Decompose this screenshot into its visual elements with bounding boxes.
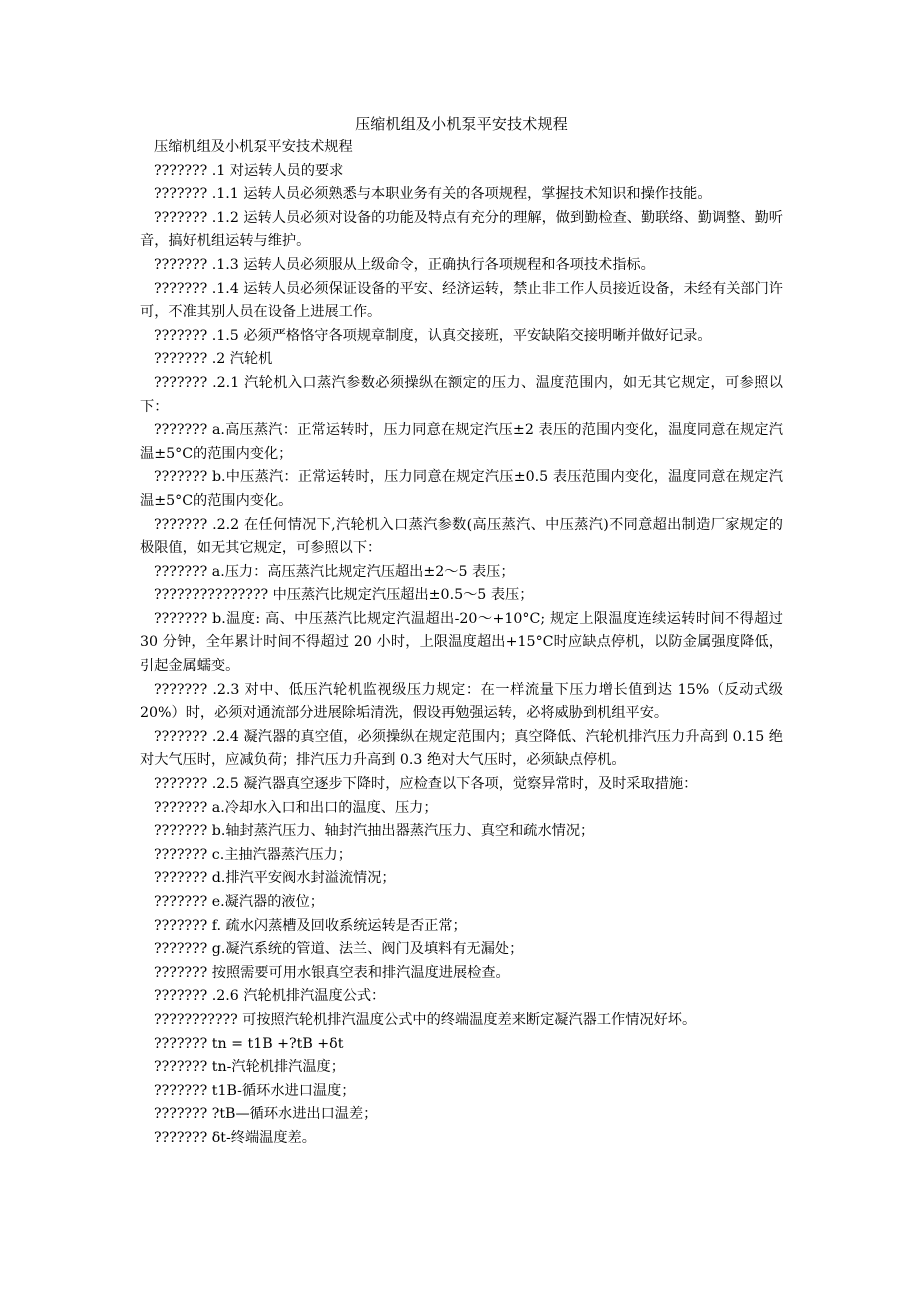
document-body [140,136,783,1151]
document-paragraph: ??????? c.主抽汽器蒸汽压力； [154,846,352,863]
document-title: 压缩机组及小机泵平安技术规程 [355,115,568,133]
document-paragraph: ??????? b.中压蒸汽：正常运转时，压力同意在规定汽压±0.5 表压范围内变化，温度同意在规定汽温±5°C的范围内变化。 [140,469,783,509]
document-paragraph: ??????? 按照需要可用水银真空表和排汽温度进展检查。 [154,964,510,981]
document-paragraph: ??????? .1.5 必须严格恪守各项规章制度，认真交接班，平安缺陷交接明晰并做好记录。 [154,327,712,344]
document-paragraph: ??????? tn-汽轮机排汽温度； [154,1059,345,1076]
document-paragraph: ??????? .2.4 凝汽器的真空值，必须操纵在规定范围内；真空降低、汽轮机排汽压力升高到 0.15 绝对大气压时，应减负荷；排汽压力升高到 0.3 绝对大气压时，必须缺点停机。 [140,728,783,769]
document-paragraph: ??????? .2.3 对中、低压汽轮机监视级压力规定：在一样流量下压力增长值到达 15%（反动式级 20%）时，必须对通流部分进展除垢清洗，假设再勉强运转，必将威胁到机组平安。 [140,681,783,722]
document-paragraph: 压缩机组及小机泵平安技术规程 [154,139,353,155]
document-paragraph: ??????? .1.1 运转人员必须熟悉与本职业务有关的各项规程，掌握技术知识和操作技能。 [154,186,712,203]
document-paragraph: ??????? .2.5 凝汽器真空逐步下降时，应检查以下各项，觉察异常时，及时采取措施： [154,776,698,793]
document-paragraph: ??????? b.温度: 高、中压蒸汽比规定汽温超出-20～+10°C; 规定上限温度连续运转时间不得超过 30 分钟，全年累计时间不得超过 20 小时，上限温度超出+15°C时应缺点停机，以防金属强度降低，引起金属蠕变。 [140,610,783,675]
document-paragraph: ??????? .1 对运转人员的要求 [154,162,344,179]
document-paragraph: ??????? .2.6 汽轮机排汽温度公式： [154,988,386,1005]
document-paragraph: ??????? .1.4 运转人员必须保证设备的平安、经济运转，禁止非工作人员接近设备，未经有关部门许可，不准其别人员在设备上进展工作。 [140,280,783,321]
document-paragraph: ??????? g.凝汽系统的管道、法兰、阀门及填料有无漏处； [154,941,524,958]
document-paragraph: ??????? ?tB—循环水进出口温差； [154,1106,378,1123]
document-paragraph: ??????? a.压力：高压蒸汽比规定汽压超出±2～5 表压； [154,563,515,580]
document-paragraph: ??????? e.凝汽器的液位； [154,894,324,910]
document-paragraph: ??????? .1.2 运转人员必须对设备的功能及特点有充分的理解，做到勤检查、勤联络、勤调整、勤听音，搞好机组运转与维护。 [140,209,783,250]
document-paragraph: ??????? .2 汽轮机 [154,351,273,368]
document-paragraph: ??????? .2.2 在任何情况下,汽轮机入口蒸汽参数(高压蒸汽、中压蒸汽)不同意超出制造厂家规定的极限值，如无其它规定，可参照以下： [140,516,783,557]
document-paragraph: ??????????? 可按照汽轮机排汽温度公式中的终端温度差来断定凝汽器工作情况好坏。 [154,1011,697,1028]
document-paragraph: ??????? b.轴封蒸汽压力、轴封汽抽出器蒸汽压力、真空和疏水情况； [154,823,595,840]
document-page [140,112,783,1151]
document-paragraph: ??????? a.高压蒸汽：正常运转时，压力同意在规定汽压±2 表压的范围内变化，温度同意在规定汽温±5°C的范围内变化； [140,422,783,462]
document-paragraph: ??????? .1.3 运转人员必须服从上级命令，正确执行各项规程和各项技术指标。 [154,256,655,273]
document-paragraph: ??????? d.排汽平安阀水封溢流情况； [154,870,396,887]
document-paragraph: ??????????????? 中压蒸汽比规定汽压超出±0.5～5 表压； [154,587,534,604]
document-paragraph: ??????? .2.1 汽轮机入口蒸汽参数必须操纵在额定的压力、温度范围内，如无其它规定，可参照以下： [140,374,783,415]
document-paragraph: ??????? f. 疏水闪蒸槽及回收系统运转是否正常； [154,917,467,934]
document-paragraph: ??????? tn = t1B +?tB +δt [154,1035,344,1052]
document-paragraph: ??????? a.冷却水入口和出口的温度、压力； [154,799,438,816]
document-paragraph: ??????? t1B-循环水进口温度； [154,1082,356,1099]
document-paragraph: ??????? δt-终端温度差。 [154,1129,316,1146]
